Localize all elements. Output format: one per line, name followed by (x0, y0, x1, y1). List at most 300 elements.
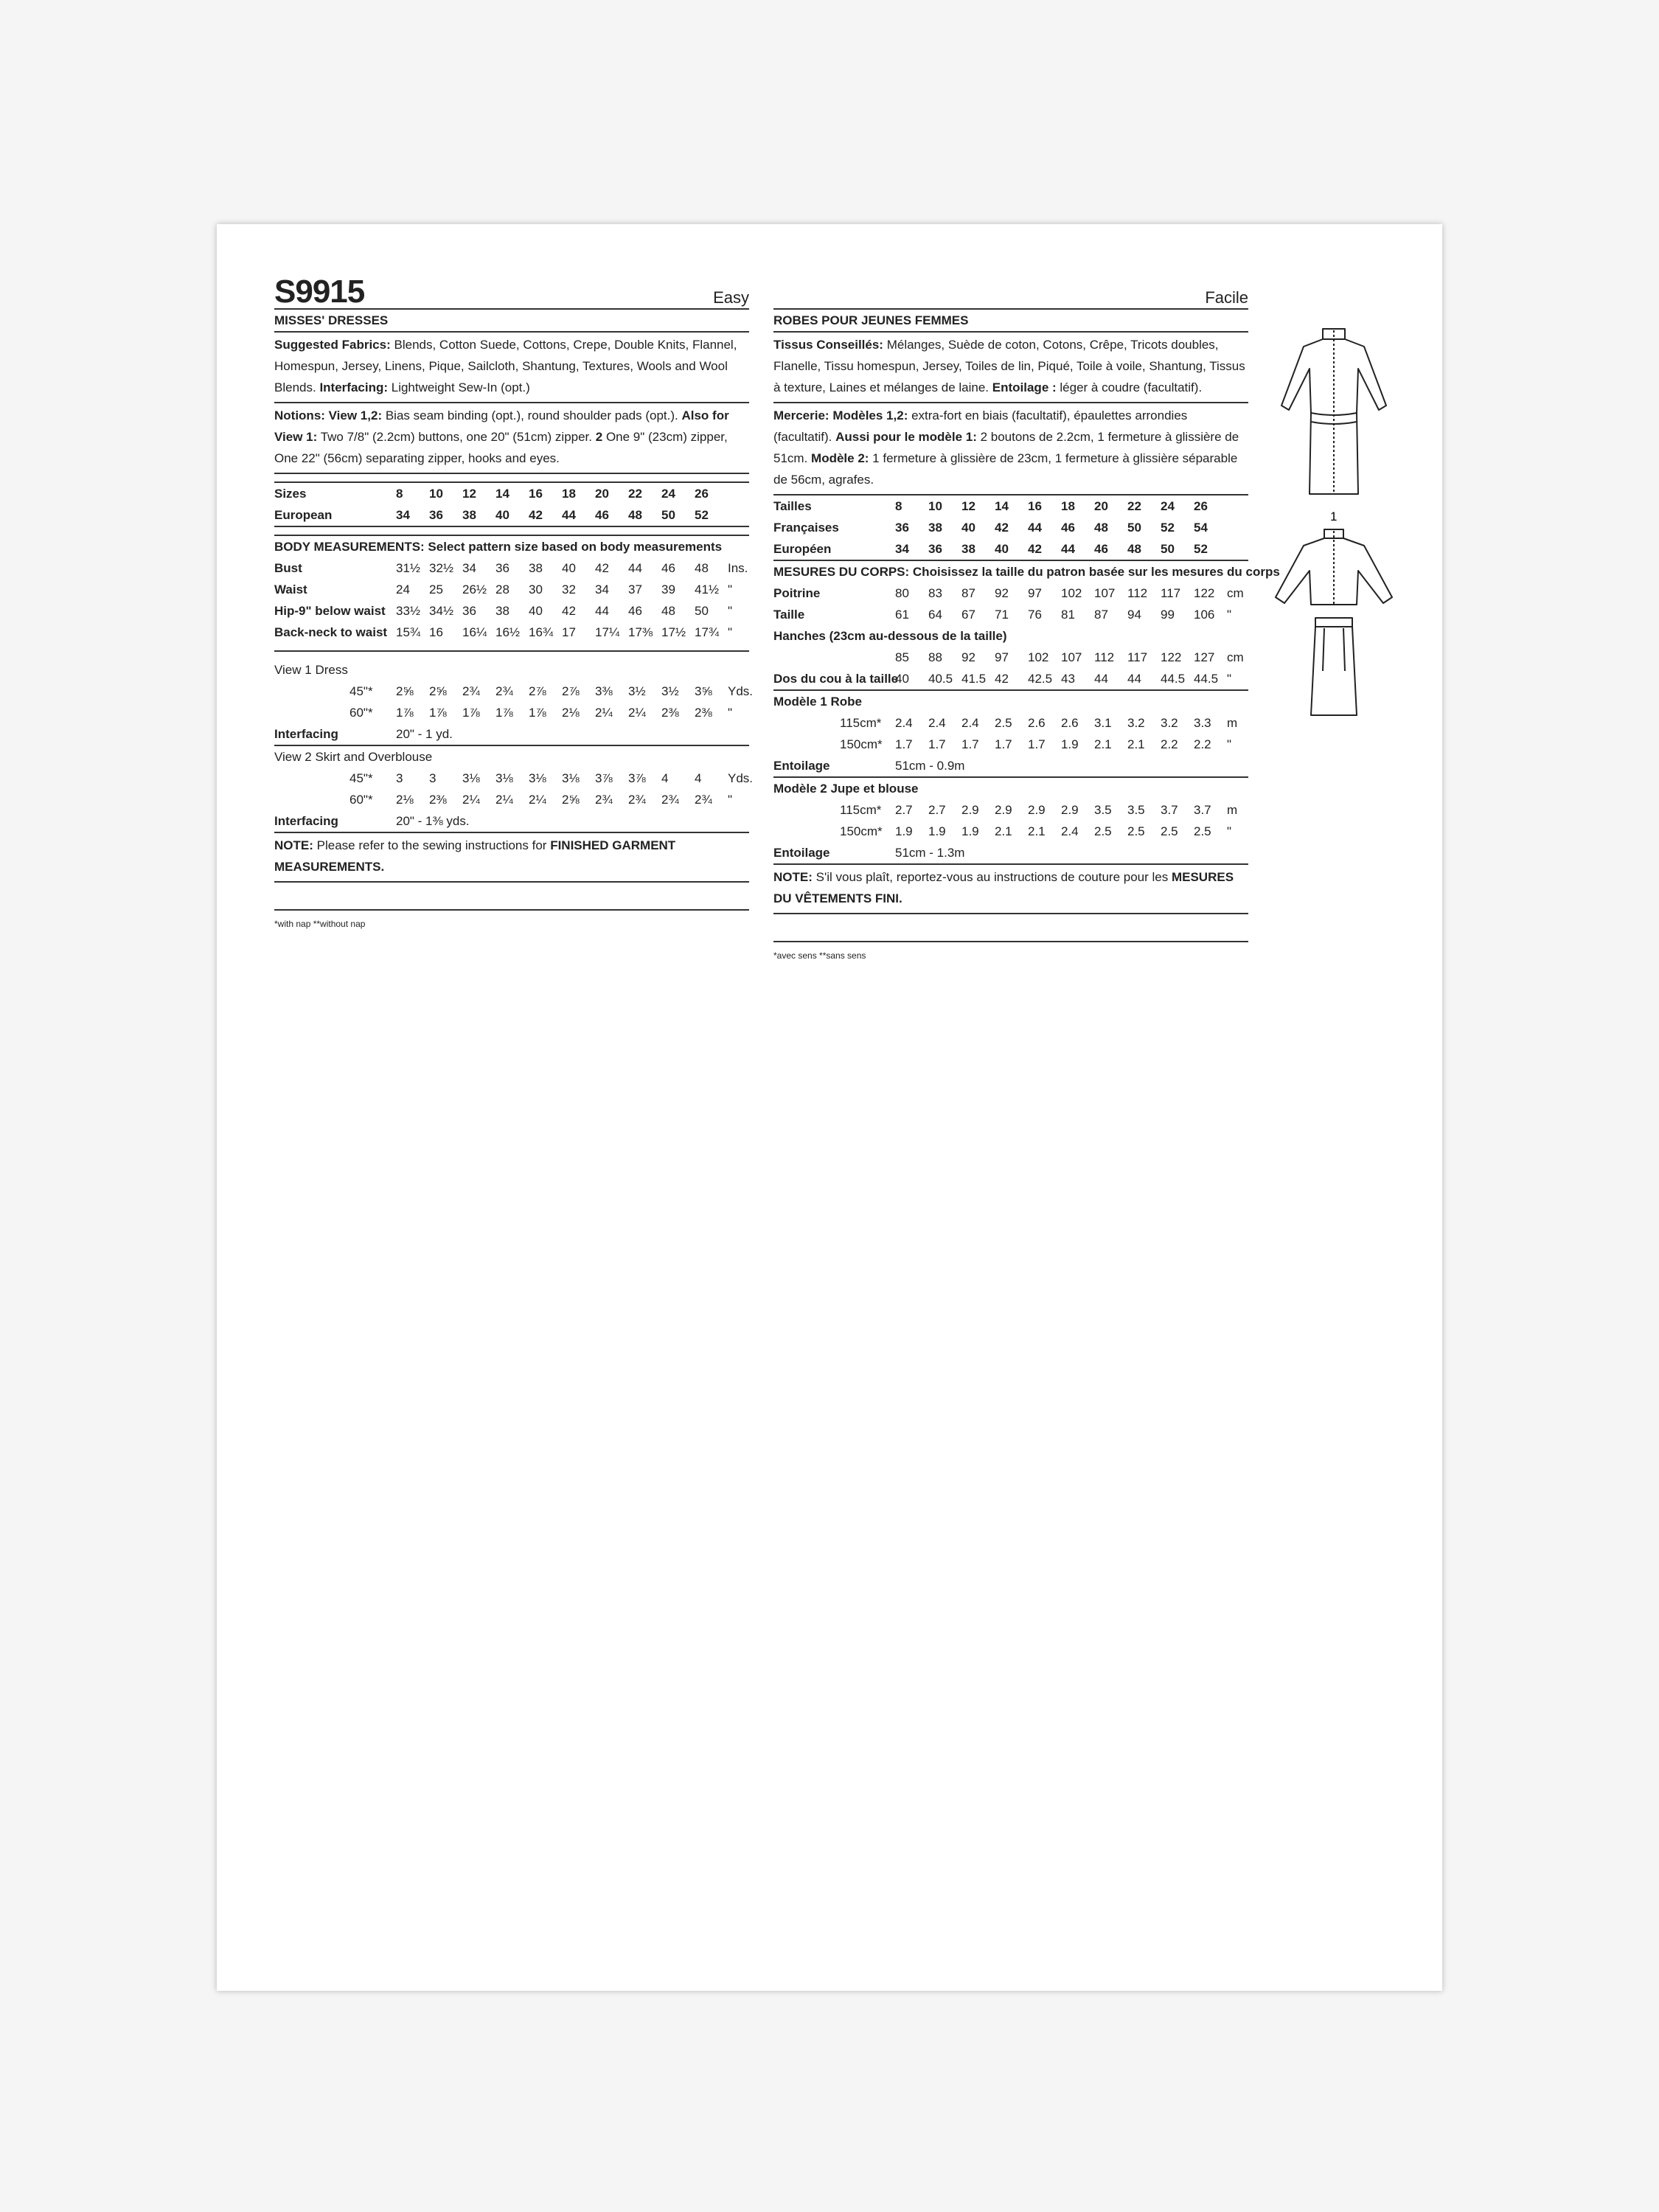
row-unit: Yds. (728, 684, 754, 698)
cell-value: 18 (562, 487, 576, 501)
cell-value: 26½ (462, 582, 487, 597)
cell-value: 2⅝ (396, 684, 414, 698)
cell-value: 2¾ (462, 684, 480, 698)
cell-value: 42 (995, 672, 1009, 686)
cell-value: 34 (895, 542, 909, 556)
row-unit: " (728, 625, 733, 639)
section-title: MISSES' DRESSES (274, 310, 749, 333)
cell-value: 16 (529, 487, 543, 501)
header (274, 273, 749, 310)
cell-value: 3.7 (1194, 803, 1211, 817)
cell-value: 2.6 (1028, 716, 1046, 730)
fabrics-paragraph (773, 333, 1248, 403)
body-heading: BODY MEASUREMENTS: Select pattern size based on body measurements (274, 540, 723, 554)
cell-value: 50 (1127, 521, 1141, 535)
cell-value: 17¼ (595, 625, 620, 639)
cell-value: 1.9 (895, 824, 913, 838)
cell-value: 4 (661, 771, 669, 785)
cell-value: 2¼ (628, 706, 646, 720)
garment-illustrations (1271, 324, 1397, 759)
cell-value: 38 (928, 521, 942, 535)
view1-yardage (274, 681, 754, 723)
cell-value: 1.7 (1028, 737, 1046, 751)
row-unit (1227, 538, 1248, 560)
row-unit (1227, 495, 1248, 517)
interfacing-text: léger à coudre (facultatif). (1060, 380, 1203, 394)
notions-label: Notions: View 1,2: (274, 408, 383, 422)
note-bold: FINISHED GARMENT MEASUREMENTS. (274, 838, 676, 874)
view1-heading: Modèle 1 Robe (773, 695, 862, 709)
notions-label: Mercerie: Modèles 1,2: (773, 408, 908, 422)
cell-value: 3⅛ (562, 771, 580, 785)
cell-value: 3.3 (1194, 716, 1211, 730)
notions-text: Bias seam binding (opt.), round shoulder pads (opt.). (385, 408, 678, 422)
cell-value: 3.5 (1127, 803, 1145, 817)
english-column (274, 273, 754, 935)
sizes-row (773, 495, 1248, 517)
cell-value: 12 (462, 487, 476, 501)
cell-value: 44 (628, 561, 642, 575)
cell-value: 34 (396, 508, 410, 522)
row-label: 60"* (349, 706, 373, 720)
row-label: 150cm* (840, 737, 883, 751)
row-label: Bust (274, 561, 302, 575)
cell-value: 26 (695, 487, 709, 501)
cell-value: 99 (1161, 608, 1175, 622)
note-bold: MESURES DU VÊTEMENTS FINI. (773, 870, 1234, 905)
row-label: Taille (773, 608, 805, 622)
fabrics-text: Mélanges, Suède de coton, Cotons, Crêpe, Tricots doubles, Flanelle, Tissu homespun, Jersey, Toiles de lin, Piqué, Toile à voile, Shantung, Tissus à texture, Laines et mélanges de laine. (773, 338, 1245, 394)
cell-value: 1.7 (928, 737, 946, 751)
view2-text: 1 fermeture à glissière de 23cm, 1 fermeture à glissière séparable de 56cm, agrafes. (773, 451, 1238, 487)
header (773, 273, 1248, 310)
cell-value: 2.1 (1127, 737, 1145, 751)
view1-label: 1 (1330, 509, 1338, 524)
cell-value: 2.5 (1194, 824, 1211, 838)
cell-value: 2.5 (995, 716, 1012, 730)
row-label: Tailles (773, 499, 812, 513)
cell-value: 83 (928, 586, 942, 600)
cell-value: 16 (1028, 499, 1042, 513)
cell-value: 2.2 (1194, 737, 1211, 751)
cell-value: 22 (628, 487, 642, 501)
cell-value: 48 (695, 561, 709, 575)
cell-value: 40 (961, 521, 975, 535)
cell-value: 22 (1127, 499, 1141, 513)
cell-value: 24 (661, 487, 675, 501)
row-unit: " (1227, 737, 1232, 751)
hanches-row (773, 647, 1248, 668)
cell-value: 71 (995, 608, 1009, 622)
note-label: NOTE: (274, 838, 313, 852)
cell-value: 3.5 (1094, 803, 1112, 817)
row-label: Back-neck to waist (274, 625, 388, 639)
cell-value: 2¾ (495, 684, 513, 698)
cell-value: 3.2 (1127, 716, 1145, 730)
cell-value: 46 (595, 508, 609, 522)
cell-value: 30 (529, 582, 543, 597)
cell-value: 42 (562, 604, 576, 618)
cell-value: 92 (995, 586, 1009, 600)
cell-value: 2⅝ (429, 684, 447, 698)
table-row (274, 768, 749, 789)
notions-text: extra-fort en biais (facultatif), épaulettes arrondies (facultatif). (773, 408, 1188, 444)
view1-interfacing-label: Interfacing (274, 727, 338, 741)
cell-value: 44 (595, 604, 609, 618)
cell-value: 12 (961, 499, 975, 513)
cell-value: 40 (995, 542, 1009, 556)
view2-interfacing: 20" - 1⅜ yds. (396, 814, 470, 828)
cell-value: 4 (695, 771, 702, 785)
row-unit: " (1227, 608, 1232, 622)
view1-heading: View 1 Dress (274, 663, 348, 677)
row-unit: cm (1227, 586, 1244, 600)
cell-value: 2.9 (995, 803, 1012, 817)
cell-value: 1⅞ (396, 706, 414, 720)
cell-value: 48 (661, 604, 675, 618)
cell-value: 2.1 (1028, 824, 1046, 838)
cell-value: 97 (995, 650, 1009, 664)
en-size-table (274, 481, 754, 833)
pattern-sheet (217, 224, 1442, 1991)
fabrics-paragraph (274, 333, 749, 403)
cell-value: 2.7 (895, 803, 913, 817)
cell-value: 127 (1194, 650, 1215, 664)
table-row (773, 734, 1248, 755)
cell-value: 16 (429, 625, 443, 639)
row-label: 45"* (349, 684, 373, 698)
fabrics-label: Tissus Conseillés: (773, 338, 883, 352)
cell-value: 3.1 (1094, 716, 1112, 730)
cell-value: 34 (462, 561, 476, 575)
cell-value: 2¾ (628, 793, 646, 807)
cell-value: 2.5 (1094, 824, 1112, 838)
cell-value: 102 (1061, 586, 1082, 600)
cell-value: 1.9 (928, 824, 946, 838)
row-unit: " (728, 604, 733, 618)
fabrics-text: Blends, Cotton Suede, Cottons, Crepe, Double Knits, Flannel, Homespun, Jersey, Linens, Pique, Sailcloth, Shantung, Textures, Wools and Wool Blends. (274, 338, 737, 394)
cell-value: 2⅜ (661, 706, 679, 720)
hanches-label: Hanches (23cm au-dessous de la taille) (773, 629, 1007, 643)
cell-value: 16¼ (462, 625, 487, 639)
cell-value: 44 (562, 508, 576, 522)
footnote: *with nap **without nap (274, 919, 366, 929)
cell-value: 94 (1127, 608, 1141, 622)
cell-value: 1⅞ (529, 706, 546, 720)
row-label: Dos du cou à la taille (773, 672, 899, 686)
cell-value: 1⅞ (495, 706, 513, 720)
cell-value: 48 (1094, 521, 1108, 535)
cell-value: 3⅛ (495, 771, 513, 785)
cell-value: 112 (1094, 650, 1115, 664)
cell-value: 10 (928, 499, 942, 513)
table-row (773, 821, 1248, 842)
cell-value: 3⅞ (595, 771, 613, 785)
cell-value: 1⅞ (429, 706, 447, 720)
cell-value: 46 (628, 604, 642, 618)
table-row (773, 799, 1248, 821)
cell-value: 88 (928, 650, 942, 664)
note-paragraph (773, 865, 1248, 914)
cell-value: 112 (1127, 586, 1148, 600)
also-text: 2 boutons de 2.2cm, 1 fermeture à glissière de 51cm. (773, 430, 1239, 465)
cell-value: 17½ (661, 625, 686, 639)
cell-value: 2.7 (928, 803, 946, 817)
view2-heading: Modèle 2 Jupe et blouse (773, 782, 919, 796)
view1-interfacing-label: Entoilage (773, 759, 830, 773)
difficulty: Easy (713, 288, 749, 307)
note-label: NOTE: (773, 870, 813, 884)
cell-value: 85 (895, 650, 909, 664)
cell-value: 38 (529, 561, 543, 575)
cell-value: 44.5 (1194, 672, 1219, 686)
cell-value: 102 (1028, 650, 1049, 664)
fabrics-label: Suggested Fabrics: (274, 338, 391, 352)
cell-value: 46 (661, 561, 675, 575)
cell-value: 38 (495, 604, 509, 618)
cell-value: 44 (1061, 542, 1075, 556)
row-label: 60"* (349, 793, 373, 807)
cell-value: 2⅛ (562, 706, 580, 720)
view1-interfacing: 51cm - 0.9m (895, 759, 965, 773)
notions-paragraph (274, 403, 749, 474)
fr-size-table (773, 495, 1280, 865)
cell-value: 2.4 (1061, 824, 1079, 838)
cell-value: 14 (495, 487, 509, 501)
view2-heading: View 2 Skirt and Overblouse (274, 750, 433, 764)
cell-value: 44 (1127, 672, 1141, 686)
cell-value: 117 (1161, 586, 1181, 600)
view2-skirt-illustration (1311, 618, 1357, 715)
table-row (274, 600, 749, 622)
footnote: *avec sens **sans sens (773, 950, 866, 961)
cell-value: 3 (429, 771, 437, 785)
cell-value: 38 (961, 542, 975, 556)
row-label: Waist (274, 582, 307, 597)
row-unit: Yds. (728, 771, 754, 785)
cell-value: 67 (961, 608, 975, 622)
cell-value: 2.9 (1028, 803, 1046, 817)
cell-value: 3.2 (1161, 716, 1178, 730)
cell-value: 2¼ (495, 793, 513, 807)
table-row (274, 681, 749, 702)
cell-value: 2¾ (595, 793, 613, 807)
cell-value: 16½ (495, 625, 521, 639)
table-row (274, 622, 749, 643)
cell-value: 38 (462, 508, 476, 522)
cell-value: 15¾ (396, 625, 421, 639)
cell-value: 48 (1127, 542, 1141, 556)
row-unit: Ins. (728, 561, 748, 575)
cell-value: 34 (595, 582, 609, 597)
french-row (773, 517, 1248, 538)
cell-value: 37 (628, 582, 642, 597)
table-row (274, 702, 749, 723)
row-label: Européen (773, 542, 832, 556)
cell-value: 1.9 (1061, 737, 1079, 751)
row-label: 115cm* (840, 716, 882, 730)
notions-paragraph (773, 403, 1248, 495)
cell-value: 36 (895, 521, 909, 535)
cell-value: 50 (661, 508, 675, 522)
row-unit: " (1227, 672, 1232, 686)
cell-value: 87 (961, 586, 975, 600)
cell-value: 17¾ (695, 625, 720, 639)
view2-yardage (773, 799, 1248, 842)
view1-dress-illustration (1281, 329, 1386, 494)
row-unit: " (728, 706, 733, 720)
cell-value: 3⅛ (462, 771, 480, 785)
pattern-code: S9915 (274, 274, 365, 310)
row-unit (728, 482, 749, 504)
french-column (773, 273, 1280, 967)
poitrine-row (773, 582, 1248, 604)
cell-value: 3⅜ (595, 684, 613, 698)
cell-value: 92 (961, 650, 975, 664)
cell-value: 17 (562, 625, 576, 639)
cell-value: 31½ (396, 561, 421, 575)
difficulty: Facile (1205, 288, 1248, 307)
european-row (773, 538, 1248, 560)
cell-value: 2¼ (462, 793, 480, 807)
cell-value: 36 (928, 542, 942, 556)
cell-value: 25 (429, 582, 443, 597)
row-unit: m (1227, 803, 1238, 817)
cell-value: 43 (1061, 672, 1075, 686)
cell-value: 117 (1127, 650, 1148, 664)
row-label: 150cm* (840, 824, 883, 838)
cell-value: 2¾ (661, 793, 679, 807)
view2-label: 2 (595, 430, 603, 444)
row-label (773, 647, 895, 668)
row-unit (1227, 517, 1248, 538)
row-label: Hip-9" below waist (274, 604, 386, 618)
cell-value: 32½ (429, 561, 454, 575)
cell-value: 41.5 (961, 672, 987, 686)
row-unit: " (728, 582, 733, 597)
cell-value: 10 (429, 487, 443, 501)
note-text: Please refer to the sewing instructions for (316, 838, 547, 852)
cell-value: 106 (1194, 608, 1215, 622)
cell-value: 2⅞ (562, 684, 580, 698)
cell-value: 3⅞ (628, 771, 646, 785)
cell-value: 42.5 (1028, 672, 1053, 686)
cell-value: 2.5 (1161, 824, 1178, 838)
view2-interfacing: 51cm - 1.3m (895, 846, 965, 860)
cell-value: 2¼ (595, 706, 613, 720)
cell-value: 8 (895, 499, 902, 513)
view2-yardage (274, 768, 754, 810)
cell-value: 32 (562, 582, 576, 597)
cell-value: 50 (1161, 542, 1175, 556)
cell-value: 1.7 (961, 737, 979, 751)
cell-value: 36 (462, 604, 476, 618)
cell-value: 2⅛ (396, 793, 414, 807)
cell-value: 40 (529, 604, 543, 618)
cell-value: 41½ (695, 582, 720, 597)
cell-value: 122 (1194, 586, 1215, 600)
cell-value: 42 (1028, 542, 1042, 556)
cell-value: 26 (1194, 499, 1208, 513)
cell-value: 122 (1161, 650, 1182, 664)
cell-value: 33½ (396, 604, 421, 618)
cell-value: 2.5 (1127, 824, 1145, 838)
row-unit: " (1227, 824, 1232, 838)
cell-value: 3 (396, 771, 403, 785)
cell-value: 2⅝ (562, 793, 580, 807)
row-label: 45"* (349, 771, 373, 785)
view2-interfacing-label: Interfacing (274, 814, 338, 828)
row-unit: m (1227, 716, 1238, 730)
cell-value: 17⅜ (628, 625, 653, 639)
cell-value: 20 (1094, 499, 1108, 513)
cell-value: 36 (495, 561, 509, 575)
cell-value: 42 (529, 508, 543, 522)
cell-value: 40 (495, 508, 509, 522)
view2-label: Modèle 2: (811, 451, 869, 465)
cell-value: 52 (695, 508, 709, 522)
cell-value: 2⅜ (695, 706, 712, 720)
cell-value: 40 (895, 672, 909, 686)
cell-value: 34½ (429, 604, 454, 618)
cell-value: 2⅜ (429, 793, 447, 807)
row-label: Sizes (274, 487, 307, 501)
cell-value: 40 (562, 561, 576, 575)
cell-value: 42 (995, 521, 1009, 535)
cell-value: 2.2 (1161, 737, 1178, 751)
body-measurements (274, 557, 749, 643)
row-label: Poitrine (773, 586, 821, 600)
cell-value: 24 (396, 582, 410, 597)
row-label: 115cm* (840, 803, 882, 817)
cell-value: 20 (595, 487, 609, 501)
table-row (274, 557, 749, 579)
cell-value: 50 (695, 604, 709, 618)
body-heading: MESURES DU CORPS: Choisissez la taille du patron basée sur les mesures du corps (773, 565, 1280, 579)
dos-row (773, 668, 1248, 690)
cell-value: 107 (1094, 586, 1116, 600)
cell-value: 36 (429, 508, 443, 522)
cell-value: 44 (1094, 672, 1108, 686)
taille-row (773, 604, 1248, 625)
cell-value: 44 (1028, 521, 1042, 535)
row-label: Françaises (773, 521, 839, 535)
cell-value: 64 (928, 608, 942, 622)
row-unit: cm (1227, 650, 1244, 664)
interfacing-label: Interfacing: (319, 380, 388, 394)
cell-value: 2.4 (928, 716, 946, 730)
european-row (274, 504, 749, 526)
cell-value: 18 (1061, 499, 1075, 513)
interfacing-label: Entoilage : (992, 380, 1057, 394)
row-label: European (274, 508, 333, 522)
note-text: S'il vous plaît, reportez-vous au instructions de couture pour les (815, 870, 1169, 884)
cell-value: 48 (628, 508, 642, 522)
cell-value: 87 (1094, 608, 1108, 622)
cell-value: 2.4 (895, 716, 913, 730)
cell-value: 1⅞ (462, 706, 480, 720)
cell-value: 2.6 (1061, 716, 1079, 730)
cell-value: 8 (396, 487, 403, 501)
cell-value: 3⅝ (695, 684, 712, 698)
table-row (274, 579, 749, 600)
cell-value: 46 (1061, 521, 1075, 535)
also-text: Two 7/8" (2.2cm) buttons, one 20" (51cm) zipper. (320, 430, 593, 444)
view2-interfacing-label: Entoilage (773, 846, 830, 860)
cell-value: 2.1 (1094, 737, 1112, 751)
cell-value: 52 (1161, 521, 1175, 535)
cell-value: 28 (495, 582, 509, 597)
